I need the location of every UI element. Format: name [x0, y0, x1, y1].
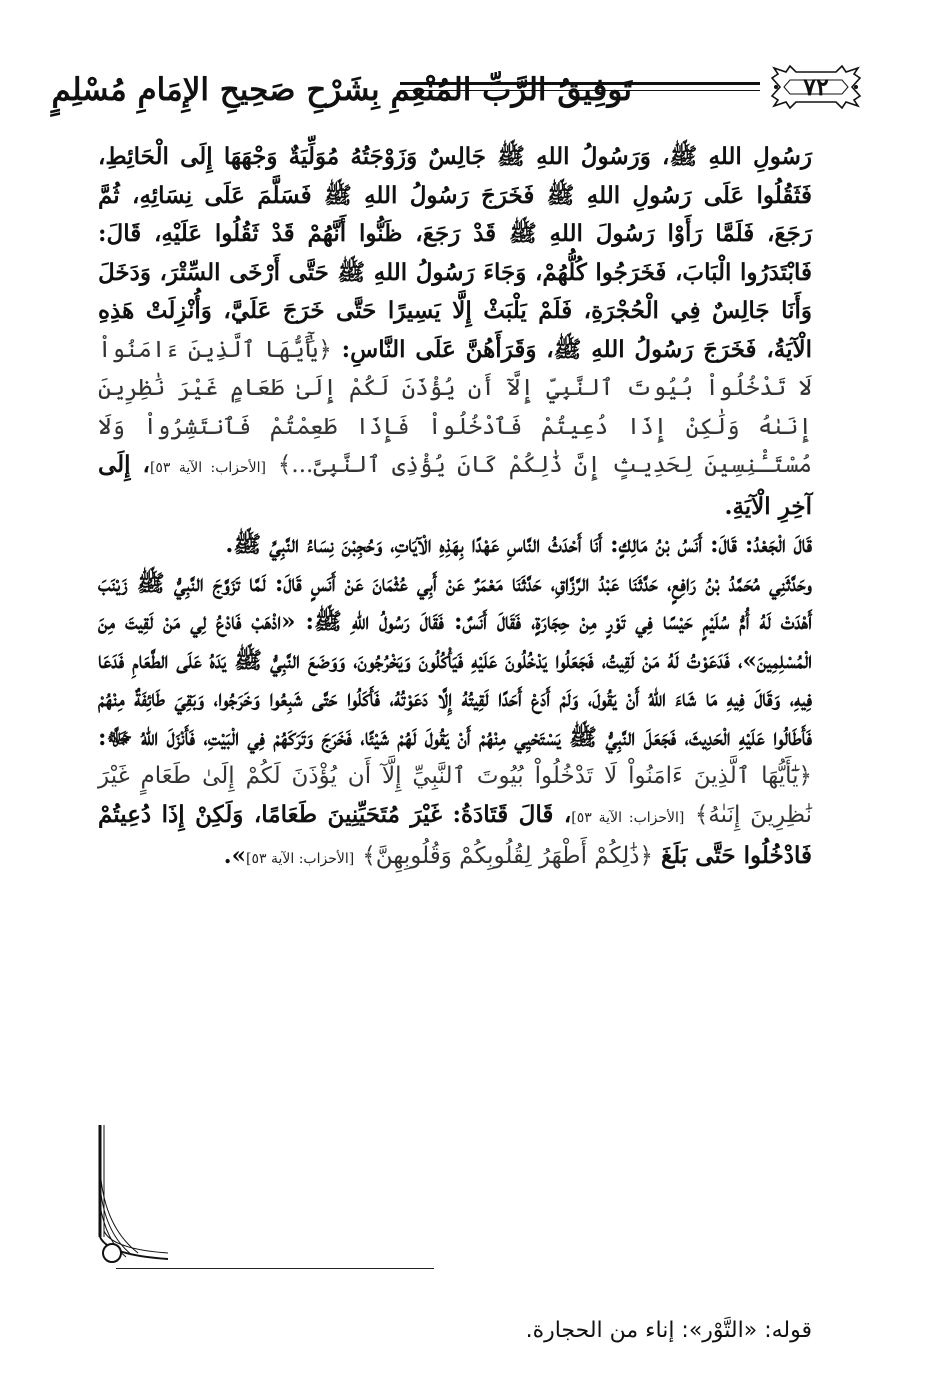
paragraph-1-text: رَسُولِ اللهِ ﷺ، وَرَسُولُ اللهِ ﷺ جَالِسٌ وَزَوْجَتُهُ مُوَلِّيَةٌ وَجْهَهَا إِلَى الْحَائِطِ، فَثَقُلُوا عَلَى رَسُولِ اللهِ ﷺ فَخَرَجَ رَسُولُ اللهِ ﷺ فَسَلَّمَ عَلَى نِسَائِهِ، ثُمَّ رَجَعَ، فَلَمَّا رَأَوْا رَسُولَ اللهِ ﷺ قَدْ رَجَعَ، ظَنُّوا أَنَّهُمْ قَدْ ثَقُلُوا عَلَيْهِ، قَالَ: فَابْتَدَرُوا الْبَابَ، فَخَرَجُوا كُلُّهُمْ، وَجَاءَ رَسُولُ اللهِ ﷺ حَتَّى أَرْخَى السِّتْرَ، وَدَخَلَ وَأَنَا جَالِسٌ فِي الْحُجْرَةِ، فَلَمْ يَلْبَثْ إِلَّا يَسِيرًا حَتَّى خَرَجَ عَلَيَّ، وَأُنْزِلَتْ هَذِهِ الْآيَةُ، فَخَرَجَ رَسُولُ اللهِ ﷺ، وَقَرَأَهُنَّ عَلَى النَّاسِ:	[98, 143, 812, 363]
main-text	[98, 138, 812, 879]
corner-ornament-icon	[88, 1125, 168, 1265]
quran-verse: ﴿ذَٰلِكُمْ أَطْهَرُ لِقُلُوبِكُمْ وَقُلُوبِهِنَّ﴾	[362, 843, 654, 869]
paragraph-2: قَالَ الْجَعْدُ: قَالَ: أَنَسُ بْنُ مَالِكٍ: أَنَا أَحْدَثُ النَّاسِ عَهْدًا بِهَذِهِ الْآيَاتِ، وَحُجِبْنَ نِسَاءُ النَّبِيِّ ﷺ.	[225, 531, 812, 558]
paragraph-3	[98, 565, 812, 879]
paragraph-3-middle: ، قَالَ قَتَادَةُ: غَيْرَ مُتَحَيِّنِينَ طَعَامًا، وَلَكِنْ إِذَا دُعِيتُمْ فَادْخُلُوا حَتَّى بَلَغَ	[98, 800, 812, 869]
quran-verse: ﴿يَٰٓأَيُّهَا ٱلَّذِينَ ءَامَنُواْ لَا تَدْخُلُواْ بُيُوتَ ٱلنَّبِيِّ إِلَّآ أَن يُؤْذَنَ لَكُمْ إِلَىٰ طَعَامٍ غَيْرَ نَٰظِرِينَ إِنَىٰهُ﴾	[98, 763, 812, 828]
header-rule	[400, 82, 760, 91]
quran-verse: ﴿يَٰٓأَيُّهَا ٱلَّذِينَ ءَامَنُواْ لَا تَدْخُلُواْ بُيُوتَ ٱلنَّبِيِّ إِلَّآ أَن يُؤْذَنَ لَكُمْ إِلَىٰ طَعَامٍ غَيْرَ نَٰظِرِينَ إِنَىٰهُ وَلَٰكِنْ إِذَا دُعِيتُمْ فَٱدْخُلُواْ فَإِذَا طَعِمْتُمْ فَٱنتَشِرُواْ وَلَا مُسْتَـْٔنِسِينَ لِحَدِيثٍ إِنَّ ذَٰلِكُمْ كَانَ يُؤْذِى ٱلنَّبِىَّ...﴾	[98, 336, 812, 478]
verse-reference: [الأحزاب: الآية ٥٣]	[246, 851, 355, 867]
page-number-ornament	[768, 64, 864, 110]
footnote-separator	[116, 1268, 434, 1269]
verse-reference: [الأحزاب: الآية ٥٣]	[149, 460, 266, 476]
paragraph-3-text: وحَدَّثَنِي مُحَمَّدُ بْنُ رَافِعٍ، حَدَّثَنَا عَبْدُ الرَّزَّاقِ، حَدَّثَنَا مَعْمَرٌ عَنْ أَبِي عُثْمَانَ عَنْ أَنَسٍ قَالَ: لَمَّا تَزَوَّجَ النَّبِيُّ ﷺ زَيْنَبَ أَهْدَتْ لَهُ أُمُّ سُلَيْمٍ حَيْسًا فِي تَوْرٍ مِنْ حِجَارَةٍ، فَقَالَ أَنَسٌ: فَقَالَ رَسُولُ اللهِ ﷺ: «اذْهَبْ فَادْعُ لِي مَنْ لَقِيتَ مِنَ الْمُسْلِمِينَ»، فَدَعَوْتُ لَهُ مَنْ لَقِيتُ، فَجَعَلُوا يَدْخُلُونَ عَلَيْهِ فَيَأْكُلُونَ وَيَخْرُجُونَ، وَوَضَعَ النَّبِيُّ ﷺ يَدَهُ عَلَى الطَّعَامِ فَدَعَا فِيهِ، وَقَالَ فِيهِ مَا شَاءَ اللهُ أَنْ يَقُولَ، وَلَمْ أَدَعْ أَحَدًا لَقِيتُهُ إِلَّا دَعَوْتُهُ، فَأَكَلُوا حَتَّى شَبِعُوا وَخَرَجُوا، وَبَقِيَ طَائِفَةٌ مِنْهُمْ فَأَطَالُوا عَلَيْهِ الْحَدِيثَ، فَجَعَلَ النَّبِيُّ ﷺ يَسْتَحْيِي مِنْهُمْ أَنْ يَقُولَ لَهُمْ شَيْئًا، فَخَرَجَ وَتَرَكَهُمْ فِي الْبَيْتِ، فَأَنْزَلَ اللهُ ﷻ:	[98, 569, 812, 751]
page-number: ٧٢	[803, 72, 829, 101]
paragraph-1-tail: ، إِلَى آخِرِ الْآيَةِ.	[98, 451, 812, 520]
footnote: قوله: «التَّوْر»: إناء من الحجارة.	[525, 1318, 812, 1343]
page-header	[51, 60, 864, 120]
book-title: تَوفِيقُ الرَّبِّ المُنْعِمِ بِشَرْحِ صَحِيحِ الإِمَامِ مُسْلِمٍ	[51, 72, 632, 108]
paragraph-1	[98, 138, 812, 526]
verse-reference: [الأحزاب: الآية ٥٣]	[571, 809, 685, 826]
paragraph-3-tail: ».	[223, 842, 247, 869]
